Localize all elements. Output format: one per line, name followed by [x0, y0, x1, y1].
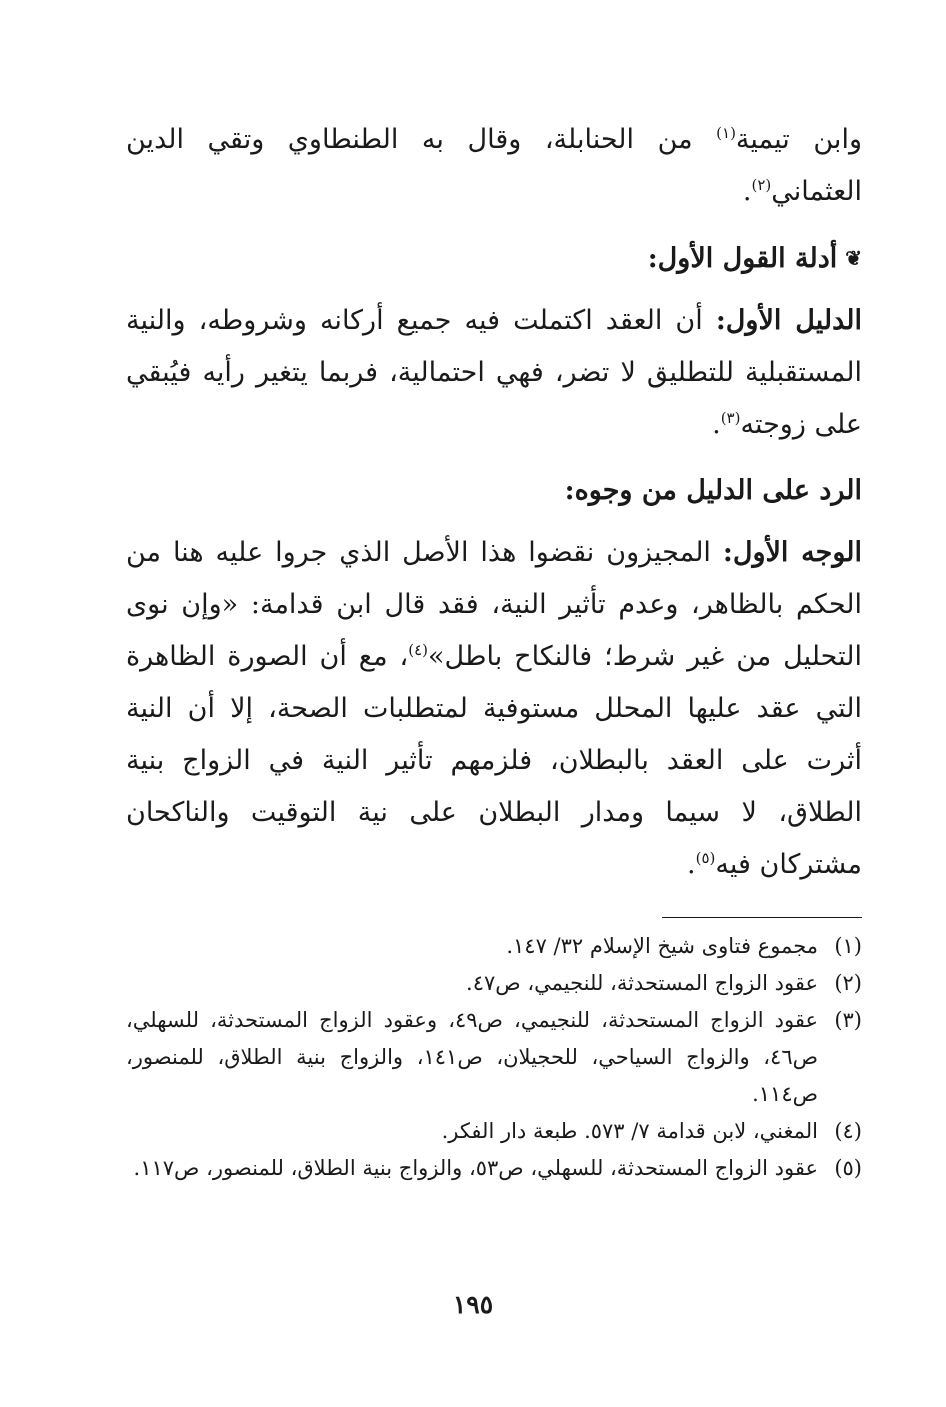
- paragraph-text: .: [712, 409, 721, 440]
- paragraph-text: ، مع أن الصورة الظاهرة التي عقد عليها المحلل مستوفية لمتطلبات الصحة، إلا أن النية أثرت على العقد بالبطلان، فلزمهم تأثير النية في الزواج بنية الطلاق، لا سيما ومدار البطلان على نية التوقيت والناكحان مشتركان فيه: [126, 641, 862, 880]
- footnote-number: (١): [834, 934, 862, 958]
- footnote-ref-2[interactable]: (٢): [751, 176, 772, 194]
- footnote-text: عقود الزواج المستحدثة، للسهلي، ص٥٣، والزواج بنية الطلاق، للمنصور، ص١١٧.: [133, 1156, 818, 1180]
- paragraph-text: .: [687, 849, 696, 880]
- footnote-text: المغني، لابن قدامة ٧/ ٥٧٣. طبعة دار الفكر.: [441, 1119, 818, 1143]
- footnote-item: [126, 1002, 862, 1113]
- paragraph-intro: [126, 114, 862, 218]
- paragraph-first-evidence: [126, 295, 862, 451]
- section-heading-first-opinion-evidence: [126, 232, 862, 285]
- page-body: [126, 114, 862, 1187]
- paragraph-first-aspect: [126, 527, 862, 891]
- footnote-item: [126, 965, 862, 1002]
- footnote-number: (٤): [834, 1119, 862, 1143]
- footnote-ref-1[interactable]: (١): [716, 124, 736, 142]
- footnote-item: [126, 1113, 862, 1150]
- footnote-ref-3[interactable]: (٣): [720, 409, 741, 427]
- paragraph-text: وابن تيمية: [735, 124, 862, 155]
- paragraph-text: المجيزون نقضوا هذا الأصل الذي جروا عليه هنا من الحكم بالظاهر، وعدم تأثير النية، فقد قال ابن قدامة: «وإن نوى التحليل من غير شرط؛ فالنكاح باطل»: [126, 537, 862, 672]
- footnote-number: (٥): [834, 1156, 862, 1180]
- heading-text: أدلة القول الأول:: [647, 243, 838, 274]
- footnote-text: عقود الزواج المستحدثة، للنجيمي، ص٤٧.: [466, 971, 818, 995]
- footnote-text: عقود الزواج المستحدثة، للنجيمي، ص٤٩، وعقود الزواج المستحدثة، للسهلي، ص٤٦، والزواج السياحي، للحجيلان، ص١٤١، والزواج بنية الطلاق، للمنصور، ص١١٤.: [126, 1008, 818, 1106]
- paragraph-lead: الدليل الأول:: [715, 305, 862, 336]
- footnote-text: مجموع فتاوى شيخ الإسلام ٣٢/ ١٤٧.: [506, 934, 818, 958]
- footnote-ref-4[interactable]: (٤): [408, 641, 429, 659]
- footnote-number: (٢): [834, 971, 862, 995]
- footnote-ref-5[interactable]: (٥): [695, 849, 716, 867]
- paragraph-text: أن العقد اكتملت فيه جميع أركانه وشروطه، والنية المستقبلية للتطليق لا تضر، فهي احتمالية، فربما يتغير رأيه فيُبقي على زوجته: [126, 305, 862, 440]
- paragraph-text: .: [742, 176, 752, 207]
- footnote-number: (٣): [834, 1008, 862, 1032]
- heading-text: الرد على الدليل من وجوه:: [564, 475, 862, 506]
- paragraph-text: من الحنابلة، وقال به الطنطاوي وتقي الدين العثماني: [126, 124, 862, 207]
- section-heading-rebuttal: [126, 465, 862, 517]
- footnote-divider: [662, 917, 862, 918]
- page-number: ١٩٥: [452, 1290, 494, 1319]
- footnote-item: [126, 928, 862, 965]
- paragraph-lead: الوجه الأول:: [722, 537, 863, 568]
- ornament-icon: ❦: [845, 246, 862, 270]
- footnote-item: [126, 1150, 862, 1187]
- footnotes-list: [126, 928, 862, 1187]
